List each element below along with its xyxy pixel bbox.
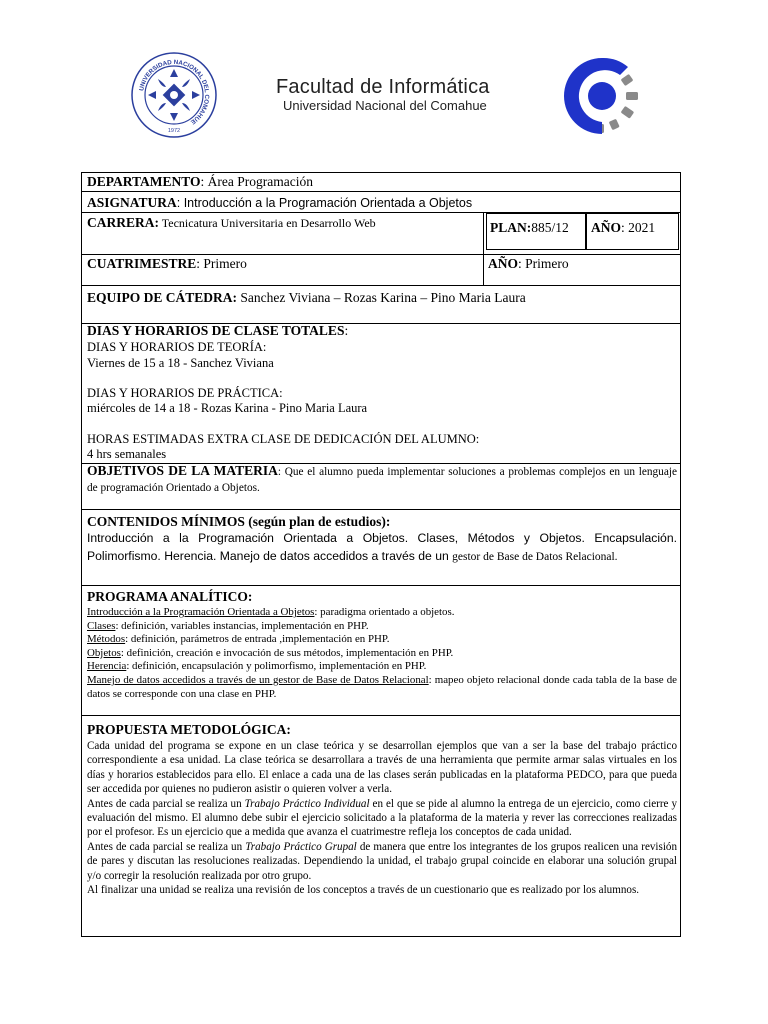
contenidos-text-b: gestor de Base de Datos Relacional. [452, 550, 618, 563]
programa-item [87, 674, 677, 701]
propuesta-emphasis: Trabajo Práctico Grupal [245, 840, 357, 853]
plan-value: 885/12 [531, 220, 569, 235]
objetivos-text: : Que el alumno pueda implementar soluciones a problemas complejos en un lenguaje de programación Orientado a Objetos. [87, 466, 677, 494]
teoria-value: Viernes de 15 a 18 - Sanchez Viviana [87, 356, 274, 370]
programa-item-desc: : paradigma orientado a objetos. [314, 606, 455, 618]
programa-item-desc: : definición, variables instancias, implementación en PHP. [115, 619, 369, 632]
asignatura-value: : Introducción a la Programación Orientada a Objetos [176, 196, 473, 210]
objetivos-label: OBJETIVOS DE LA MATERIA [87, 463, 278, 478]
programa-item-term: Introducción a la Programación Orientada a Objetos [87, 606, 315, 618]
programa-item-term: Métodos [87, 633, 126, 646]
propuesta-label: PROPUESTA METODOLÓGICA: [87, 722, 291, 737]
programa-label: PROGRAMA ANALÍTICO: [87, 589, 253, 604]
page-header [0, 0, 768, 165]
propuesta-paragraph [87, 840, 677, 883]
programa-list [87, 606, 677, 701]
contenidos-text-a: Introducción a la Programación Orientada a Objetos. Clases, Métodos y Objetos. Encapsulación. Polimorfismo. Herencia. Manejo de datos accedidos a través de un [87, 531, 677, 563]
teoria-label: DIAS Y HORARIOS DE TEORÍA: [87, 340, 267, 354]
propuesta-paragraph [87, 797, 677, 840]
objetivos-block [87, 463, 677, 496]
programa-item-term: Manejo de datos accedidos a través de un gestor de Base de Datos Relacional [87, 673, 429, 686]
propuesta-text: en el que se pide al alumno la entrega de un ejercicio, como cierre y evaluación del mismo. El alumno debe subir el ejercicio solicitado a la plataforma de la materia y rever las correcciones realizadas por el profesor. Es un ejercicio que a medida que avanza el cuatrimestre refleja los conceptos de cada unidad. [87, 797, 678, 839]
cuatrimestre-value: : Primero [196, 256, 247, 271]
programa-item-desc: : definición, parámetros de entrada ,implementación en PHP. [125, 633, 390, 646]
plan-label: PLAN: [490, 220, 532, 235]
departamento-label: DEPARTAMENTO [87, 174, 201, 189]
horarios-title-suffix: : [344, 323, 349, 338]
propuesta-block [87, 739, 677, 897]
anio-label: AÑO [591, 220, 621, 235]
carrera-label: CARRERA: [87, 215, 159, 230]
departamento-value: : Área Programación [200, 174, 313, 189]
contenidos-label: CONTENIDOS MÍNIMOS (según plan de estudios): [87, 514, 391, 529]
horarios-title: DIAS Y HORARIOS DE CLASE TOTALES [87, 323, 345, 338]
programa-item [87, 660, 677, 674]
seal-year: 1972 [167, 128, 181, 134]
programa-item [87, 647, 677, 661]
faculty-informatica-logo [560, 54, 644, 138]
seal-ring-text: UNIVERSIDAD NACIONAL DEL COMAHUE [138, 58, 211, 126]
anio-cursada-label: AÑO [488, 256, 518, 271]
extra-label: HORAS ESTIMADAS EXTRA CLASE DE DEDICACIÓN DEL ALUMNO: [87, 432, 480, 446]
carrera-value: Tecnicatura Universitaria en Desarrollo Web [159, 216, 376, 230]
equipo-label: EQUIPO DE CÁTEDRA: [87, 290, 238, 305]
propuesta-text: de manera que entre los integrantes de los grupos realicen una revisión de pares y discutan las resoluciones realizadas. Dependiendo la unidad, el trabajo grupal coincide en elaborar una solución grupal y/o corregir la resolución realizada por otro grupo. [87, 840, 678, 882]
practica-label: DIAS Y HORARIOS DE PRÁCTICA: [87, 386, 283, 400]
university-name: Universidad Nacional del Comahue [283, 98, 487, 113]
programa-item [87, 633, 677, 647]
university-seal-logo [131, 52, 217, 138]
programa-item-term: Clases [87, 619, 116, 632]
equipo-value: Sanchez Viviana – Rozas Karina – Pino Maria Laura [237, 290, 526, 305]
programa-item-term: Objetos [87, 646, 121, 659]
cuatrimestre-label: CUATRIMESTRE [87, 256, 197, 271]
propuesta-paragraph: Al finalizar una unidad se realiza una revisión de los conceptos a través de un cuestionario que es realizado por los alumnos. [87, 884, 640, 897]
propuesta-emphasis: Trabajo Práctico Individual [244, 797, 370, 810]
programa-item [87, 606, 677, 620]
programa-item-desc: : mapeo objeto relacional donde cada tabla de la base de datos se corresponde con una clase en PHP. [87, 673, 677, 700]
programa-item-desc: : definición, creación e invocación de sus métodos, implementación en PHP. [120, 646, 454, 659]
programa-item-desc: : definición, encapsulación y polimorfismo, implementación en PHP. [126, 660, 427, 673]
propuesta-text: Antes de cada parcial se realiza un [87, 840, 246, 853]
extra-value: 4 hrs semanales [87, 447, 167, 461]
programa-item-term: Herencia [87, 660, 127, 673]
propuesta-text: Antes de cada parcial se realiza un [87, 797, 245, 810]
practica-value: miércoles de 14 a 18 - Rozas Karina - Pino Maria Laura [87, 401, 368, 415]
anio-value: : 2021 [621, 220, 656, 235]
asignatura-label: ASIGNATURA [87, 195, 177, 210]
faculty-title: Facultad de Informática [276, 76, 490, 98]
programa-item [87, 620, 677, 634]
contenidos-block [87, 530, 677, 565]
propuesta-paragraph: Cada unidad del programa se expone en un clase teórica y se desarrollan ejemplos que van a ser la base del trabajo práctico correspondiente a esa unidad. La clase teórica se desarrollara a través de una herramienta que permite armar salas virtuales en los días y horarios establecidos para ello. El enlace a cada una de las clases serán publicadas en la plataforma PEDCO, para que pueda ser accedida por quienes no pudieron asistir o quieren volver a verla. [87, 740, 677, 796]
anio-cursada-value: : Primero [518, 256, 569, 271]
